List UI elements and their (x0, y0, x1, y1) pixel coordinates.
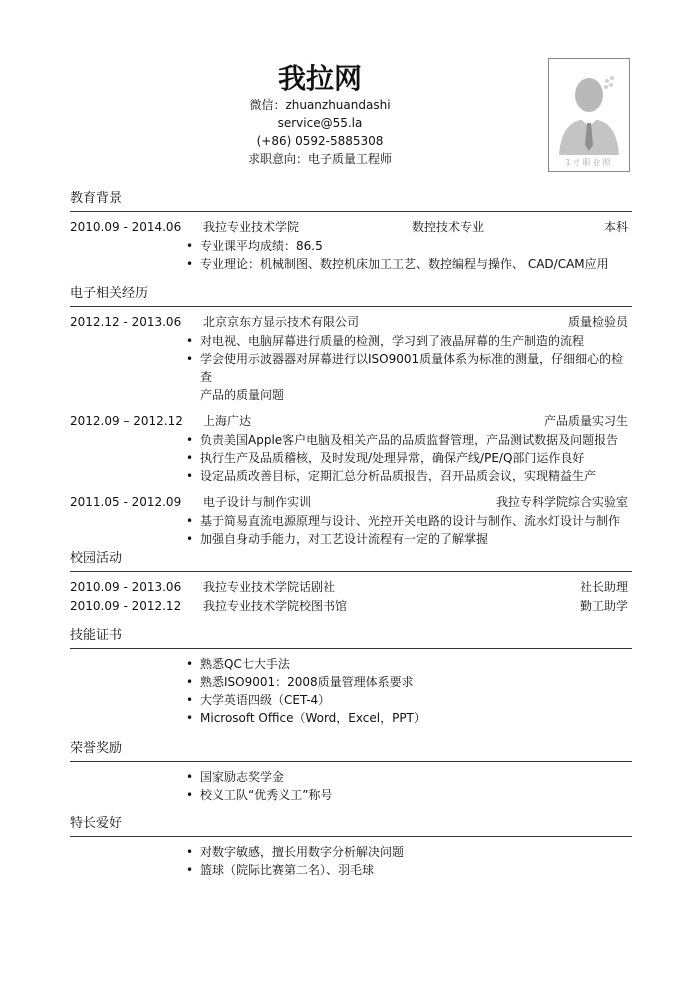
list-item: • 熟悉ISO9001：2008质量管理体系要求 (70, 673, 632, 691)
entry-org: 北京京东方显示技术有限公司 (203, 315, 360, 329)
skills-section (70, 627, 632, 727)
experience-section (70, 285, 632, 548)
skills-bullets (70, 655, 632, 727)
list-item: • 专业课平均成绩：86.5 (70, 237, 632, 255)
school-name: 我拉专业技术学院 (203, 220, 300, 234)
list-item: • Microsoft Office（Word，Excel，PPT） (70, 709, 632, 727)
list-item: • 校义工队“优秀义工”称号 (70, 786, 632, 804)
entry-org: 电子设计与制作实训 (203, 495, 312, 509)
entry-role: 质量检验员 (567, 315, 628, 329)
campus-entry (70, 597, 632, 616)
experience-entry (70, 412, 632, 431)
honors-section (70, 740, 632, 804)
entry-role: 我拉专科学院综合实验室 (495, 495, 628, 509)
section-title: 教育背景 (70, 190, 632, 212)
entry-date: 2010.09 - 2012.12 (70, 599, 182, 613)
candidate-name: 我拉网 (277, 62, 362, 95)
list-item: • 负责美国Apple客户电脑及相关产品的品质监督管理，产品测试数据及问题报告 (70, 431, 632, 449)
education-section (70, 190, 632, 273)
experience-entry (70, 493, 632, 512)
resume-header (150, 62, 490, 168)
entry-date: 2012.12 - 2013.06 (70, 315, 182, 329)
entry-date: 2010.09 - 2013.06 (70, 580, 182, 594)
list-item: • 设定品质改善目标，定期汇总分析品质报告，召开品质会议，实现精益生产 (70, 467, 632, 485)
hobbies-section (70, 815, 632, 879)
list-item: • 国家励志奖学金 (70, 768, 632, 786)
phone-line: (+86) 0592-5885308 (256, 134, 384, 148)
section-title: 校园活动 (70, 550, 632, 572)
entry-date: 2011.05 - 2012.09 (70, 495, 182, 509)
list-item: • 对数字敏感，擅长用数字分析解决问题 (70, 843, 632, 861)
degree-name: 本科 (603, 220, 628, 234)
profile-photo (548, 58, 630, 172)
honors-bullets (70, 768, 632, 804)
list-item: • 对电视、电脑屏幕进行质量的检测，学习到了液晶屏幕的生产制造的流程 (70, 332, 632, 350)
list-item: • 大学英语四级（CET-4） (70, 691, 632, 709)
experience-bullets (70, 332, 632, 404)
list-item: • 基于简易直流电源原理与设计、光控开关电路的设计与制作、流水灯设计与制作 (70, 512, 632, 530)
education-entry (70, 218, 632, 237)
education-bullets (70, 237, 632, 273)
objective-line: 求职意向：电子质量工程师 (247, 152, 392, 166)
list-item-continuation: 产品的质量问题 (200, 388, 285, 402)
entry-org: 我拉专业技术学院话剧社 (203, 580, 336, 594)
entry-role: 社长助理 (579, 580, 628, 594)
list-item: • 加强自身动手能力，对工艺设计流程有一定的了解掌握 (70, 530, 632, 548)
entry-date: 2012.09 – 2012.12 (70, 414, 183, 428)
list-item: • 学会使用示波器器对屏幕进行以ISO9001质量体系为标准的测量，仔细细心的检查 (70, 350, 632, 386)
campus-section (70, 550, 632, 616)
section-title: 技能证书 (70, 627, 632, 649)
entry-role: 产品质量实习生 (543, 414, 628, 428)
experience-bullets (70, 512, 632, 548)
list-item: • 篮球（院际比赛第二名）、羽毛球 (70, 861, 632, 879)
campus-entry (70, 578, 632, 597)
section-title: 荣誉奖励 (70, 740, 632, 762)
email-line: service@55.la (277, 116, 363, 130)
experience-entry (70, 313, 632, 332)
entry-org: 上海广达 (203, 414, 252, 428)
experience-bullets (70, 431, 632, 485)
hobbies-bullets (70, 843, 632, 879)
major-name: 数控技术专业 (412, 220, 485, 234)
entry-role: 勤工助学 (579, 599, 628, 613)
photo-caption: 1寸职业照 (565, 158, 613, 167)
wechat-line: 微信：zhuanzhuandashi (249, 98, 391, 112)
person-silhouette-icon (555, 65, 623, 155)
list-item: • 执行生产及品质稽核，及时发现/处理异常，确保产线/PE/Q部门运作良好 (70, 449, 632, 467)
section-title: 特长爱好 (70, 815, 632, 837)
entry-date: 2010.09 - 2014.06 (70, 220, 182, 234)
list-item: • 专业理论：机械制图、数控机床加工工艺、数控编程与操作、 CAD/CAM应用 (70, 255, 632, 273)
section-title: 电子相关经历 (70, 285, 632, 307)
entry-org: 我拉专业技术学院校图书馆 (203, 599, 348, 613)
list-item: • 熟悉QC七大手法 (70, 655, 632, 673)
